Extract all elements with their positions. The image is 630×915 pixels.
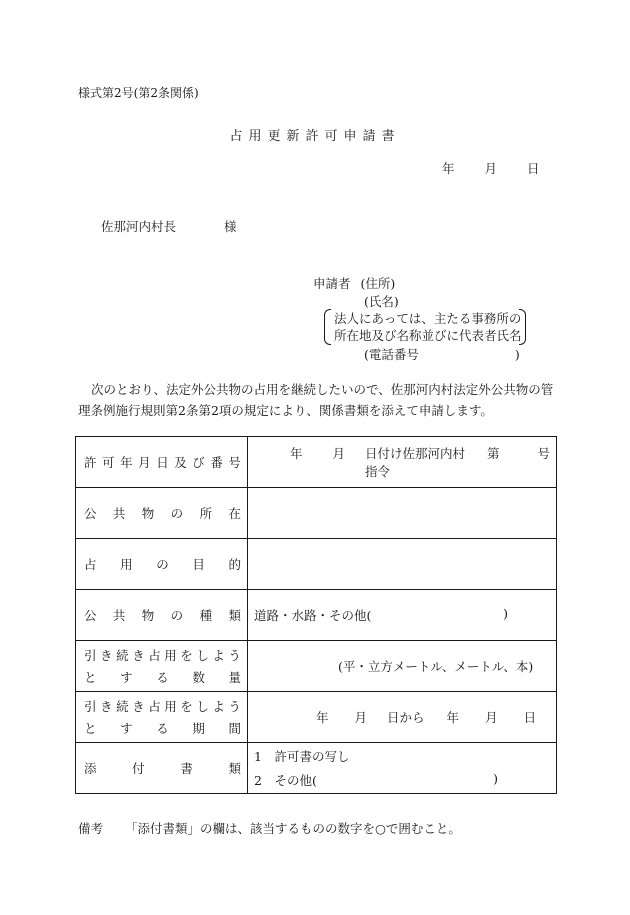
- period-start-day: 日から: [387, 710, 425, 725]
- label-char: 共: [112, 608, 126, 623]
- row-kind: [76, 590, 557, 641]
- label-text: [84, 697, 241, 715]
- label-char: し: [196, 648, 209, 663]
- label-char: 共: [112, 506, 126, 521]
- label-char: 公: [84, 506, 97, 521]
- right-parenthesis: [519, 309, 526, 345]
- label-char: 占: [148, 699, 161, 714]
- label-char: 所: [199, 506, 213, 521]
- label-char: 間: [228, 721, 241, 736]
- label-text: [84, 646, 241, 664]
- label-char: 許: [84, 455, 97, 470]
- label-char: 在: [228, 506, 241, 521]
- date-day: 日: [527, 161, 540, 176]
- applicant-name-label: (氏名): [364, 294, 399, 309]
- label-char: 番: [210, 455, 223, 470]
- label-period: [76, 692, 248, 743]
- label-char: 可: [102, 455, 115, 470]
- row-purpose: [76, 539, 557, 590]
- label-char: 公: [84, 608, 97, 623]
- label-char: 類: [228, 608, 241, 623]
- label-char: き: [132, 699, 145, 714]
- label-char: と: [84, 721, 97, 736]
- label-char: す: [120, 670, 133, 685]
- label-char: よ: [212, 699, 225, 714]
- label-char: 年: [120, 455, 133, 470]
- label-char: 付: [132, 761, 145, 776]
- phone-close: ): [514, 347, 520, 362]
- document-title: 占用更新許可申請書: [229, 129, 401, 144]
- label-char: よ: [212, 648, 225, 663]
- label-char: う: [228, 699, 241, 714]
- period-start-year: 年: [316, 710, 329, 725]
- remarks-text: 「添付書類」の欄は、該当するものの数字を○で囲むこと。: [125, 821, 461, 836]
- quantity-units: (平・立方メートル、メートル、本): [338, 659, 534, 674]
- date-month: 月: [484, 161, 498, 176]
- kind-options: 道路・水路・その他(: [254, 608, 372, 623]
- value-permit[interactable]: [248, 437, 557, 488]
- form-number: 様式第2号(第2条関係): [78, 86, 199, 100]
- value-period[interactable]: [248, 692, 557, 743]
- label-char: る: [156, 721, 169, 736]
- permit-dai: 第: [486, 446, 500, 461]
- label-char: 続: [116, 648, 129, 663]
- corporation-note-line2: 所在地及び名称並びに代表者氏名: [334, 328, 522, 343]
- period-end-year: 年: [446, 710, 460, 725]
- label-kind: [76, 590, 248, 641]
- intro-paragraph: 次のとおり、法定外公共物の占用を継続したいので、佐那河内村法定外公共物の管理条例施行規則第2条第2項の規定により、関係書類を添えて申請します。: [78, 382, 554, 418]
- permit-year: 年: [290, 446, 303, 461]
- label-char: 類: [228, 761, 241, 776]
- label-purpose: [76, 539, 248, 590]
- label-char: 及: [174, 455, 187, 470]
- value-purpose[interactable]: [248, 539, 557, 590]
- label-char: 物: [141, 608, 155, 623]
- row-quantity: [76, 641, 557, 692]
- remarks: [78, 819, 461, 837]
- attachment-close: ): [493, 771, 498, 786]
- label-text: [84, 504, 241, 522]
- label-char: し: [196, 699, 209, 714]
- permit-go: 号: [537, 446, 550, 461]
- label-char: う: [228, 648, 241, 663]
- period-end-month: 月: [485, 710, 498, 725]
- value-kind[interactable]: [248, 590, 557, 641]
- label-char: 占: [84, 557, 97, 572]
- label-char: き: [100, 699, 113, 714]
- label-char: の: [156, 557, 169, 572]
- label-char: 月: [138, 455, 151, 470]
- label-char: 号: [228, 455, 241, 470]
- label-char: 引: [84, 648, 97, 663]
- label-text: [84, 606, 241, 624]
- label-char: 添: [84, 761, 97, 776]
- address-label: (住所): [360, 276, 396, 291]
- label-char: を: [180, 648, 193, 663]
- label-char: 的: [228, 557, 241, 572]
- phone-label-text: (電話番号: [364, 347, 419, 362]
- application-date: [442, 159, 540, 177]
- left-parenthesis: [324, 309, 331, 345]
- phone-label: [364, 345, 520, 363]
- label-text: [84, 555, 241, 573]
- value-attachments[interactable]: [248, 743, 557, 794]
- row-permit: [76, 437, 557, 488]
- label-char: の: [170, 608, 184, 623]
- remarks-label: 備考: [78, 821, 104, 836]
- label-char: 日: [156, 455, 169, 470]
- permit-month: 月: [332, 446, 346, 461]
- row-period: [76, 692, 557, 743]
- label-char: 期: [192, 721, 205, 736]
- permit-directive: 日付け佐那河内村指令: [365, 446, 466, 479]
- date-year: 年: [442, 161, 455, 176]
- attachment-item-1: 1 許可書の写し: [254, 749, 350, 764]
- label-char: を: [180, 699, 193, 714]
- label-char: 引: [84, 699, 97, 714]
- label-char: 用: [120, 557, 133, 572]
- value-location[interactable]: [248, 488, 557, 539]
- label-quantity: [76, 641, 248, 692]
- label-char: 書: [180, 761, 193, 776]
- kind-close: ): [503, 606, 508, 621]
- label-text: [84, 668, 241, 686]
- applicant-label: 申請者: [313, 276, 351, 291]
- label-char: の: [170, 506, 184, 521]
- label-location: [76, 488, 248, 539]
- attachment-item-2: 2 その他(: [254, 773, 317, 788]
- label-char: き: [132, 648, 145, 663]
- label-char: と: [84, 670, 97, 685]
- label-text: [84, 719, 241, 737]
- label-char: び: [192, 455, 205, 470]
- label-char: す: [120, 721, 133, 736]
- label-char: 用: [164, 699, 177, 714]
- period-end-day: 日: [523, 710, 537, 725]
- addressee: [101, 217, 237, 235]
- value-quantity[interactable]: [248, 641, 557, 692]
- label-char: 種: [199, 608, 213, 623]
- label-char: 続: [116, 699, 129, 714]
- corporation-note: [324, 309, 526, 345]
- label-char: き: [100, 648, 113, 663]
- label-char: る: [156, 670, 169, 685]
- label-char: 数: [192, 670, 205, 685]
- label-char: 目: [192, 557, 205, 572]
- label-text: [84, 759, 241, 777]
- label-permit: [76, 437, 248, 488]
- addressee-name: 佐那河内村長: [101, 219, 177, 234]
- label-char: 量: [228, 670, 241, 685]
- label-char: 占: [148, 648, 161, 663]
- label-attachments: [76, 743, 248, 794]
- label-char: 物: [141, 506, 155, 521]
- addressee-honorific: 様: [224, 219, 237, 234]
- label-char: 用: [164, 648, 177, 663]
- corporation-note-line1: 法人にあっては、主たる事務所の: [334, 311, 522, 326]
- row-location: [76, 488, 557, 539]
- applicant-address: [313, 274, 395, 292]
- row-attachments: [76, 743, 557, 794]
- application-table: [75, 436, 557, 794]
- period-start-month: 月: [354, 710, 368, 725]
- label-text: [84, 453, 241, 471]
